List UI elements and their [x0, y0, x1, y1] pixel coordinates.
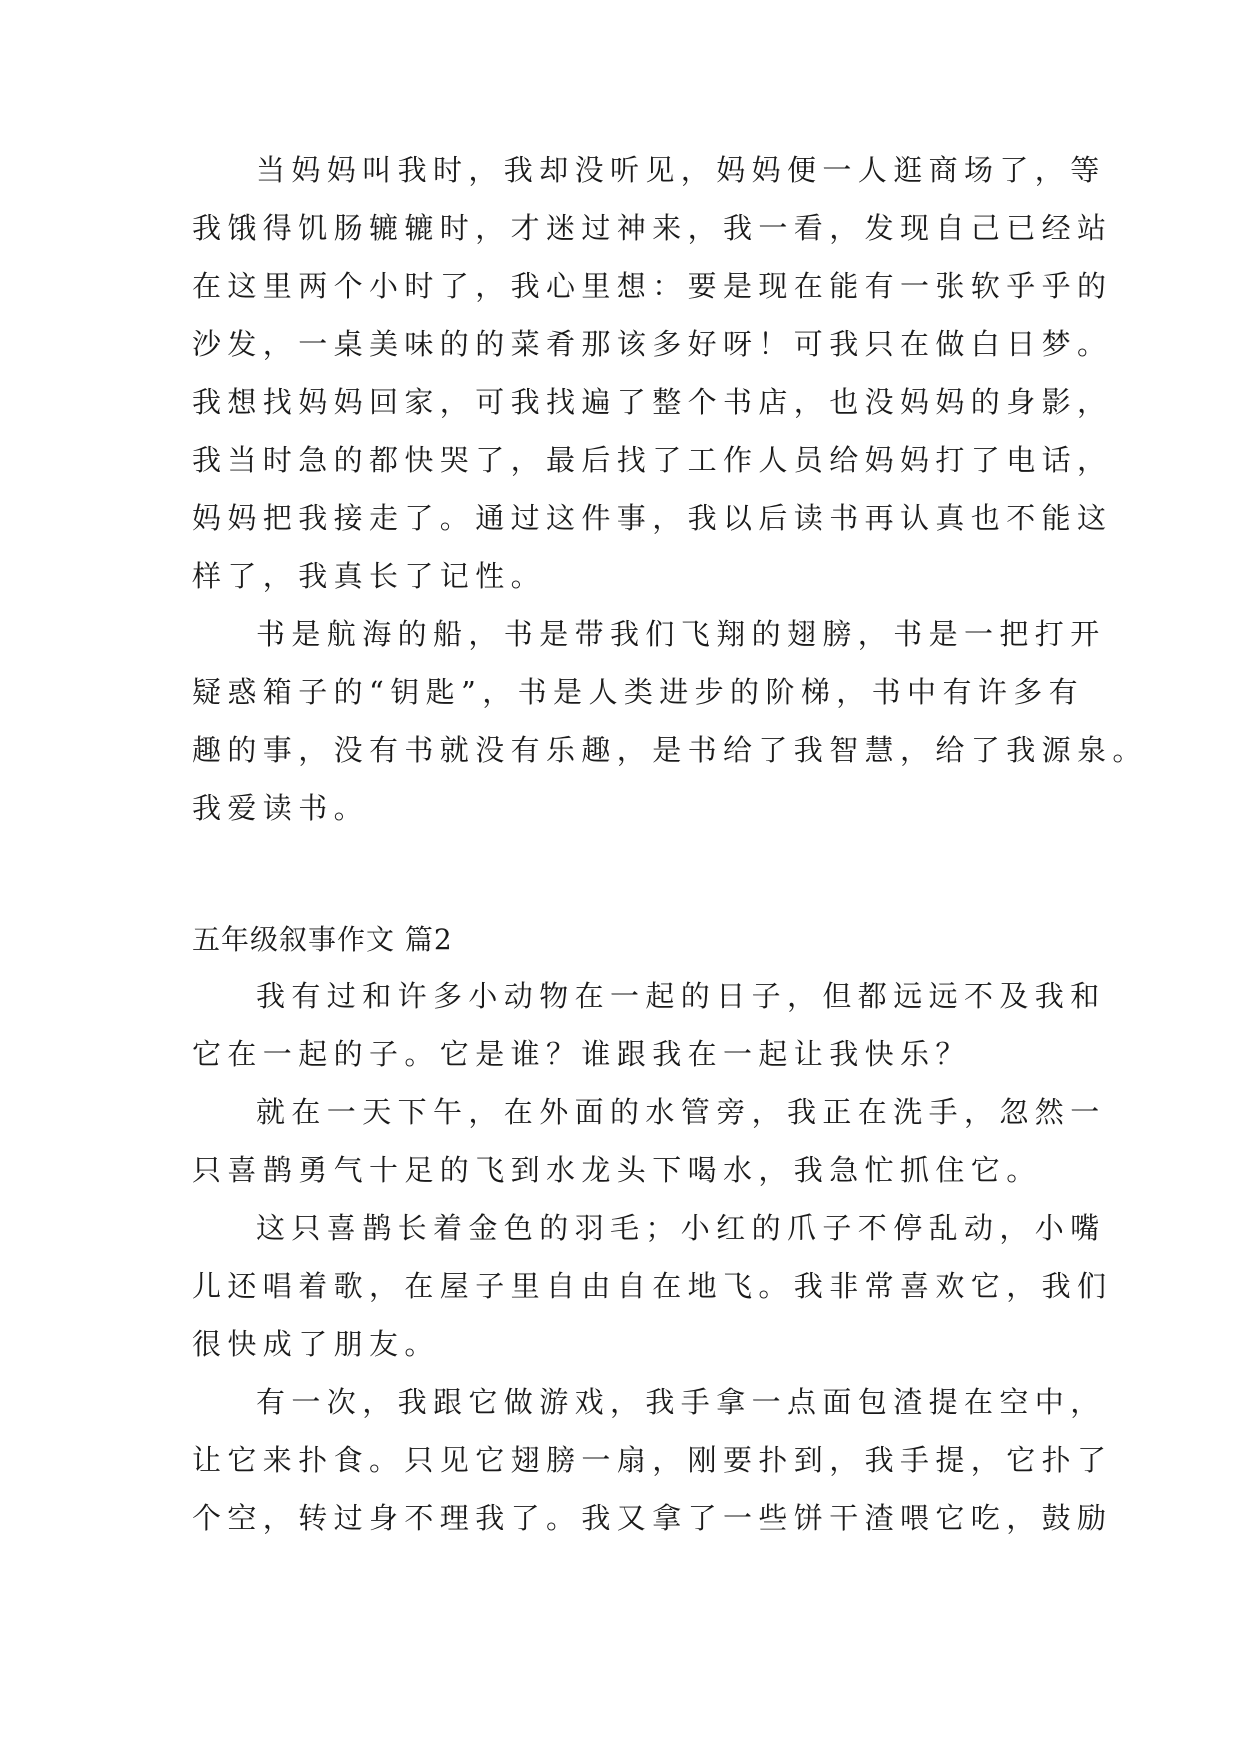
paragraph-line: 很快成了朋友。 [192, 1327, 440, 1361]
paragraph-line: 它在一起的子。它是谁？谁跟我在一起让我快乐？ [192, 1037, 971, 1071]
paragraph-line: 疑惑箱子的“钥匙”，书是人类进步的阶梯，书中有许多有 [192, 675, 1085, 709]
paragraph-line: 只喜鹊勇气十足的飞到水龙头下喝水，我急忙抓住它。 [192, 1153, 1042, 1187]
paragraph-line: 儿还唱着歌，在屋子里自由自在地飞。我非常喜欢它，我们 [192, 1269, 1113, 1303]
paragraph-line: 我当时急的都快哭了，最后找了工作人员给妈妈打了电话， [192, 443, 1113, 477]
paragraph-line: 这只喜鹊长着金色的羽毛；小红的爪子不停乱动，小嘴 [256, 1211, 1106, 1245]
paragraph-line: 妈妈把我接走了。通过这件事，我以后读书再认真也不能这 [192, 501, 1113, 535]
paragraph-line: 在这里两个小时了，我心里想：要是现在能有一张软乎乎的 [192, 269, 1113, 303]
paragraph-line: 当妈妈叫我时，我却没听见，妈妈便一人逛商场了，等 [256, 153, 1106, 187]
paragraph-line: 沙发，一桌美味的的菜肴那该多好呀！可我只在做白日梦。 [192, 327, 1113, 361]
paragraph-line: 书是航海的船，书是带我们飞翔的翅膀，书是一把打开 [256, 617, 1106, 651]
paragraph-line: 趣的事，没有书就没有乐趣，是书给了我智慧，给了我源泉。 [192, 733, 1148, 767]
paragraph-line: 我爱读书。 [192, 791, 370, 825]
paragraph-line: 我想找妈妈回家，可我找遍了整个书店，也没妈妈的身影， [192, 385, 1113, 419]
paragraph-line: 我饿得饥肠辘辘时，才迷过神来，我一看，发现自己已经站 [192, 211, 1113, 245]
paragraph-line: 让它来扑食。只见它翅膀一扇，刚要扑到，我手提，它扑了 [192, 1443, 1113, 1477]
paragraph-line: 个空，转过身不理我了。我又拿了一些饼干渣喂它吃，鼓励 [192, 1501, 1113, 1535]
paragraph-line: 样了，我真长了记性。 [192, 559, 547, 593]
paragraph-line: 有一次，我跟它做游戏，我手拿一点面包渣提在空中， [256, 1385, 1106, 1419]
paragraph-line: 我有过和许多小动物在一起的日子，但都远远不及我和 [256, 979, 1106, 1013]
section-heading: 五年级叙事作文 篇2 [192, 923, 453, 956]
paragraph-line: 就在一天下午，在外面的水管旁，我正在洗手，忽然一 [256, 1095, 1106, 1129]
